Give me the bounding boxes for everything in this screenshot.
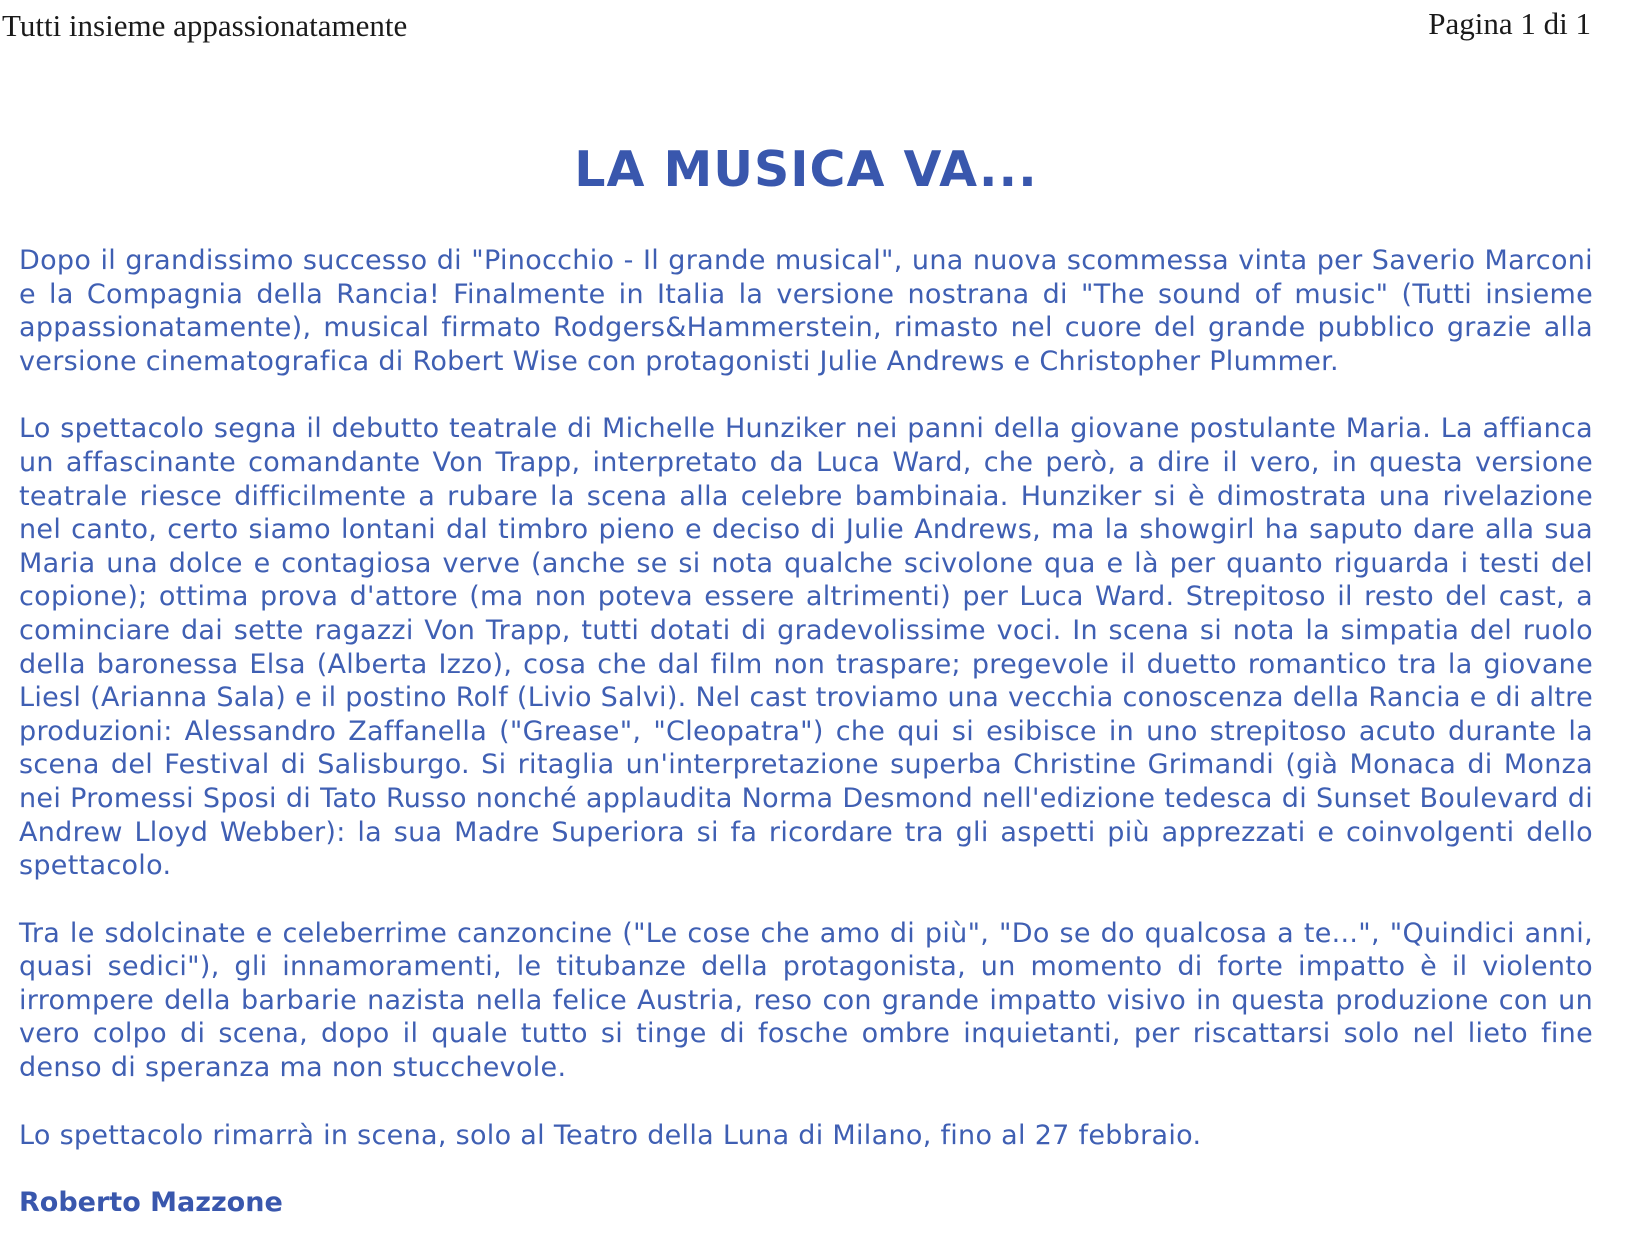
paragraph-songs: Tra le sdolcinate e celeberrime canzoncine ("Le cose che amo di più", "Do se do qualcosa a te...", "Quindici anni, quasi sedici"), gli innamoramenti, le titubanze della protagonista, un momento di forte impatto è il violento irrompere della barbarie nazista nella felice Austria, reso con grande impatto visivo in questa produzione con un vero colpo di scena, dopo il quale tutto si tinge di fosche ombre inquietanti, per riscattarsi solo nel lieto fine denso di speranza ma non stucchevole.: [19, 917, 1593, 1084]
article: [19, 140, 1593, 1220]
page-number: Pagina 1 di 1: [1428, 6, 1591, 41]
article-title: LA MUSICA VA...: [574, 141, 1038, 198]
author-signature: Roberto Mazzone: [19, 1187, 283, 1219]
paragraph-closing: Lo spettacolo rimarrà in scena, solo al Teatro della Luna di Milano, fino al 27 febbraio.: [19, 1119, 1202, 1151]
paragraph-intro: Dopo il grandissimo successo di "Pinocchio - Il grande musical", una nuova scommessa vinta per Saverio Marconi e la Compagnia della Rancia! Finalmente in Italia la versione nostrana di "The sound of music" (Tutti insieme appassionatamente), musical firmato Rodgers&Hammerstein, rimasto nel cuore del grande pubblico grazie alla versione cinematografica di Robert Wise con protagonisti Julie Andrews e Christopher Plummer.: [19, 245, 1593, 377]
print-header: [0, 6, 1640, 46]
document-title-header: Tutti insieme appassionatamente: [2, 8, 408, 43]
paragraph-cast: Lo spettacolo segna il debutto teatrale di Michelle Hunziker nei panni della giovane postulante Maria. La affianca un affascinante comandante Von Trapp, interpretato da Luca Ward, che però, a dire il vero, in questa versione teatrale riesce difficilmente a rubare la scena alla celebre bambinaia. Hunziker si è dimostrata una rivelazione nel canto, certo siamo lontani dal timbro pieno e deciso di Julie Andrews, ma la showgirl ha saputo dare alla sua Maria una dolce e contagiosa verve (anche se si nota qualche scivolone qua e là per quanto riguarda i testi del copione); ottima prova d'attore (ma non poteva essere altrimenti) per Luca Ward. Strepitoso il resto del cast, a cominciare dai sette ragazzi Von Trapp, tutti dotati di gradevolissime voci. In scena si nota la simpatia del ruolo della baronessa Elsa (Alberta Izzo), cosa che dal film non traspare; pregevole il duetto romantico tra la giovane Liesl (Arianna Sala) e il postino Rolf (Livio Salvi). Nel cast troviamo una vecchia conoscenza della Rancia e di altre produzioni: Alessandro Zaffanella ("Grease", "Cleopatra") che qui si esibisce in uno strepitoso acuto durante la scena del Festival di Salisburgo. Si ritaglia un'interpretazione superba Christine Grimandi (già Monaca di Monza nei Promessi Sposi di Tato Russo nonché applaudita Norma Desmond nell'edizione tedesca di Sunset Boulevard di Andrew Lloyd Webber): la sua Madre Superiora si fa ricordare tra gli aspetti più apprezzati e coinvolgenti dello spettacolo.: [19, 413, 1593, 882]
